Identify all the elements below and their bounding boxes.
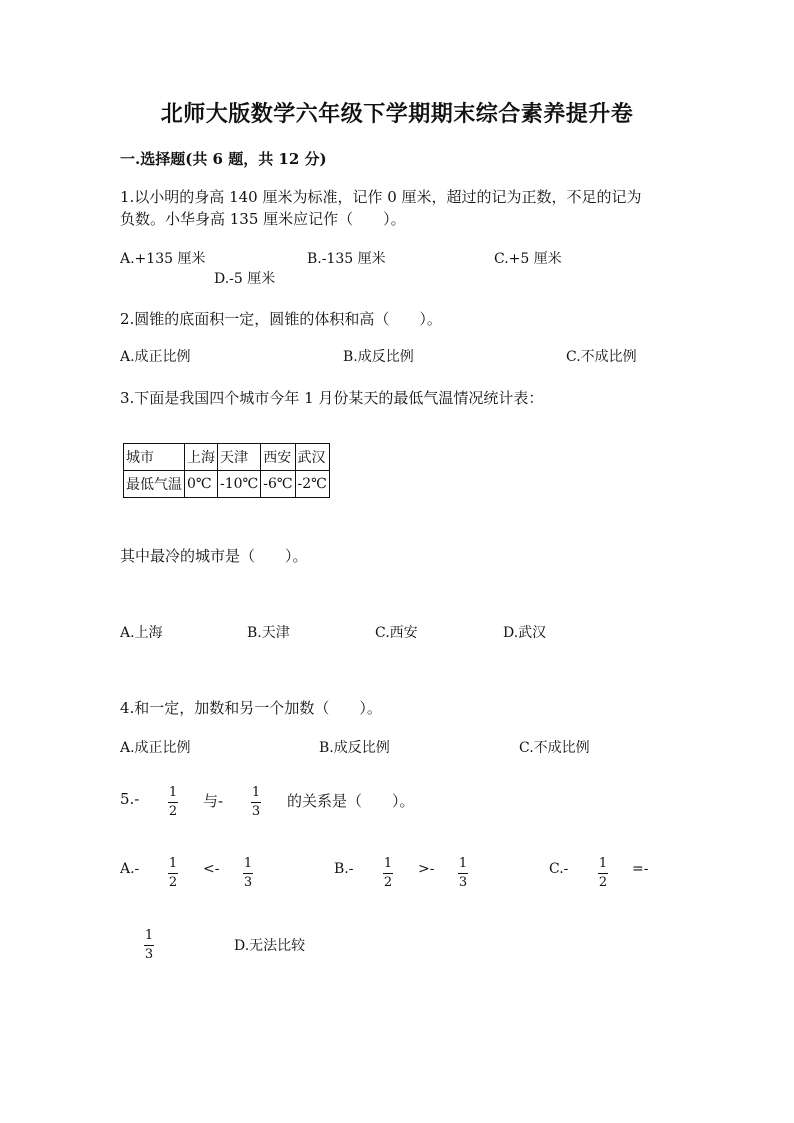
table-cell: 最低气温 [124, 471, 185, 498]
fraction-one-third [458, 857, 468, 890]
q1-text-line1: 1.以小明的身高 140 厘米为标准，记作 0 厘米，超过的记为正数，不足的记为 [120, 188, 642, 206]
table-row [124, 444, 330, 471]
table-cell: -2℃ [295, 471, 329, 498]
fraction-bar [168, 802, 178, 803]
fraction-bar [251, 802, 261, 803]
fraction-numerator: 1 [168, 785, 178, 800]
fraction-numerator: 1 [458, 856, 468, 871]
q5-option-d: D.无法比较 [234, 938, 306, 954]
q4-text: 4.和一定，加数和另一个加数（ ）。 [120, 699, 382, 717]
q3-option-b: B.天津 [247, 625, 290, 641]
q1-option-c: C.+5 厘米 [494, 251, 562, 267]
fraction-numerator: 1 [243, 856, 253, 871]
q1-option-a: A.+135 厘米 [120, 251, 206, 267]
table-cell: -6℃ [261, 471, 295, 498]
fraction-numerator: 1 [598, 856, 608, 871]
q3-text: 3.下面是我国四个城市今年 1 月份某天的最低气温情况统计表： [120, 389, 544, 407]
q2-option-b: B.成反比例 [343, 349, 414, 365]
fraction-denominator: 3 [251, 804, 261, 819]
table-cell: 西安 [261, 444, 295, 471]
q5-suffix: 的关系是（ ）。 [287, 792, 415, 810]
fraction-bar [243, 873, 253, 874]
fraction-denominator: 2 [168, 875, 178, 890]
q4-option-a: A.成正比例 [120, 740, 191, 756]
q2-option-c: C.不成比例 [566, 349, 637, 365]
fraction-bar [598, 873, 608, 874]
fraction-one-third [243, 857, 253, 890]
fraction-one-half [168, 786, 178, 819]
q5-option-a-operator: <- [203, 861, 220, 877]
q1-option-d: D.-5 厘米 [214, 271, 276, 287]
q2-text: 2.圆锥的底面积一定，圆锥的体积和高（ ）。 [120, 310, 442, 328]
q3-question: 其中最冷的城市是（ ）。 [120, 547, 308, 565]
fraction-one-third [144, 929, 154, 962]
fraction-numerator: 1 [144, 928, 154, 943]
q5-option-a-prefix: A.- [120, 861, 140, 877]
fraction-denominator: 3 [144, 947, 154, 962]
fraction-denominator: 2 [168, 804, 178, 819]
temperature-table [123, 443, 330, 498]
q3-option-c: C.西安 [375, 625, 418, 641]
q5-option-c-prefix: C.- [549, 861, 569, 877]
q2-option-a: A.成正比例 [120, 349, 191, 365]
table-row [124, 471, 330, 498]
fraction-one-half [383, 857, 393, 890]
fraction-denominator: 2 [598, 875, 608, 890]
q3-option-a: A.上海 [120, 625, 163, 641]
q4-option-c: C.不成比例 [519, 740, 590, 756]
fraction-one-third [251, 786, 261, 819]
fraction-denominator: 2 [383, 875, 393, 890]
q5-option-c-operator: =- [632, 861, 649, 877]
q1-option-b: B.-135 厘米 [307, 251, 386, 267]
fraction-denominator: 3 [243, 875, 253, 890]
fraction-bar [144, 945, 154, 946]
fraction-one-half [598, 857, 608, 890]
q1-text-line2: 负数。小华身高 135 厘米应记作（ ）。 [120, 210, 406, 228]
q5-prefix: 5.- [120, 790, 140, 808]
table-cell: 0℃ [185, 471, 218, 498]
q5-mid: 与- [203, 792, 224, 810]
fraction-numerator: 1 [168, 856, 178, 871]
table-cell: 上海 [185, 444, 218, 471]
table-cell: 天津 [218, 444, 261, 471]
fraction-bar [383, 873, 393, 874]
table-cell: 武汉 [295, 444, 329, 471]
q4-option-b: B.成反比例 [319, 740, 390, 756]
fraction-bar [458, 873, 468, 874]
table-cell: 城市 [124, 444, 185, 471]
q5-option-b-prefix: B.- [334, 861, 354, 877]
fraction-denominator: 3 [458, 875, 468, 890]
section-heading: 一.选择题(共 6 题，共 12 分) [120, 150, 327, 168]
fraction-numerator: 1 [251, 785, 261, 800]
page-title: 北师大版数学六年级下学期期末综合素养提升卷 [160, 101, 634, 127]
fraction-numerator: 1 [383, 856, 393, 871]
fraction-bar [168, 873, 178, 874]
q5-option-b-operator: >- [418, 861, 435, 877]
fraction-one-half [168, 857, 178, 890]
q3-option-d: D.武汉 [503, 625, 547, 641]
table-cell: -10℃ [218, 471, 261, 498]
